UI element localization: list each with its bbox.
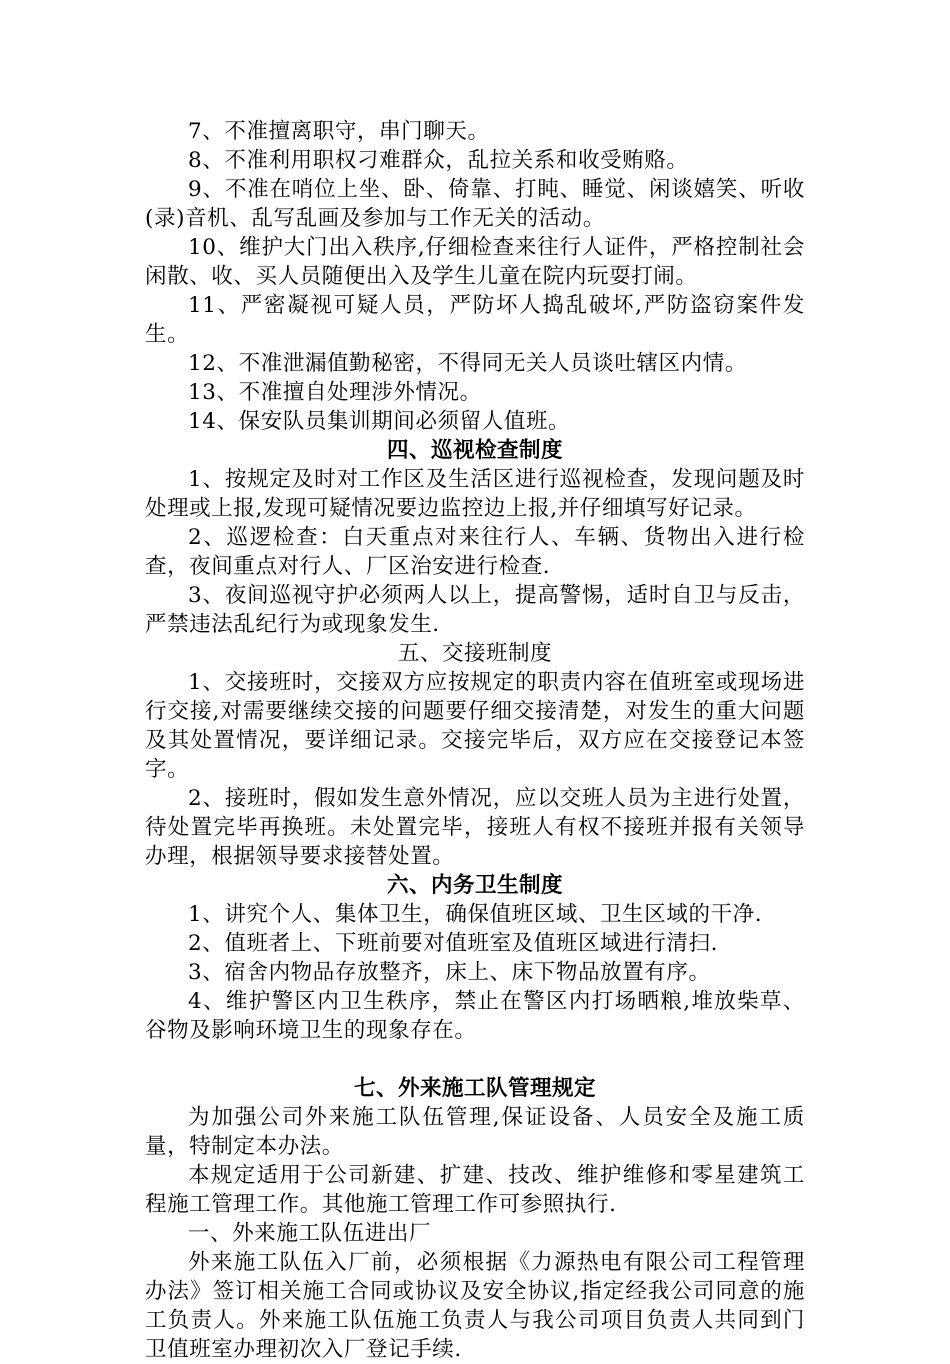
hygiene-item: 1、讲究个人、集体卫生，确保值班区域、卫生区域的干净.: [188, 902, 763, 927]
hygiene-item: 2、值班者上、下班前要对值班室及值班区域进行清扫.: [188, 931, 719, 956]
rule-item: 8、不准利用职权刁难群众，乱拉关系和收受贿赂。: [188, 148, 689, 173]
rule-item: 10、维护大门出入秩序,仔细检查来往行人证件，严格控制社会闲散、收、买人员随便出入及学生儿童在院内玩耍打闹。: [145, 235, 805, 289]
section-spacer: [145, 1045, 805, 1074]
rule-item: 13、不准擅自处理涉外情况。: [188, 380, 482, 405]
rule-item: 11、严密凝视可疑人员，严防坏人捣乱破坏,严防盗窃案件发生。: [145, 293, 805, 347]
section-heading-shift-handover: 五、交接班制度: [397, 641, 552, 666]
contractor-paragraph: 为加强公司外来施工队伍管理,保证设备、人员安全及施工质量，特制定本办法。: [145, 1105, 805, 1159]
patrol-item: 2、巡逻检查：白天重点对来往行人、车辆、货物出入进行检查，夜间重点对行人、厂区治安进行检查.: [145, 525, 805, 579]
contractor-paragraph: 外来施工队伍入厂前，必须根据《力源热电有限公司工程管理办法》签订相关施工合同或协议及安全协议,指定经我公司同意的施工负责人。外来施工队伍施工负责人与我公司项目负责人共同到门卫值班室办理初次入厂登记手续.: [145, 1250, 805, 1362]
rule-item: 9、不准在哨位上坐、卧、倚靠、打盹、睡觉、闲谈嬉笑、听收(录)音机、乱写乱画及参加与工作无关的活动。: [145, 177, 805, 231]
patrol-item: 3、夜间巡视守护必须两人以上，提高警惕，适时自卫与反击，严禁违法乱纪行为或现象发生.: [145, 583, 805, 637]
section-heading-contractor: 七、外来施工队管理规定: [353, 1076, 596, 1101]
handover-item: 2、接班时，假如发生意外情况，应以交班人员为主进行处置，待处置完毕再换班。未处置完毕，接班人有权不接班并报有关领导办理，根据领导要求接替处置。: [145, 786, 805, 869]
rule-item: 7、不准擅离职守，串门聊天。: [188, 119, 490, 144]
rule-item: 14、保安队员集训期间必须留人值班。: [188, 409, 571, 434]
rule-item: 12、不准泄漏值勤秘密，不得同无关人员谈吐辖区内情。: [188, 351, 747, 376]
section-heading-patrol: 四、巡视检查制度: [386, 438, 563, 463]
hygiene-item: 3、宿舍内物品存放整齐，床上、床下物品放置有序。: [188, 960, 711, 985]
section-heading-hygiene: 六、内务卫生制度: [386, 873, 563, 898]
handover-item: 1、交接班时，交接双方应按规定的职责内容在值班室或现场进行交接,对需要继续交接的问题要仔细交接清楚，对发生的重大问题及其处置情况，要详细记录。交接完毕后，双方应在交接登记本签字。: [145, 670, 805, 782]
hygiene-item: 4、维护警区内卫生秩序，禁止在警区内打场晒粮,堆放柴草、谷物及影响环境卫生的现象存在。: [145, 989, 805, 1043]
patrol-item: 1、按规定及时对工作区及生活区进行巡视检查，发现问题及时处理或上报,发现可疑情况要边监控边上报,并仔细填写好记录。: [145, 467, 805, 521]
document-body: [145, 117, 805, 1364]
contractor-paragraph: 本规定适用于公司新建、扩建、技改、维护维修和零星建筑工程施工管理工作。其他施工管理工作可参照执行.: [145, 1163, 805, 1217]
contractor-subheading: 一、外来施工队伍进出厂: [188, 1221, 432, 1246]
